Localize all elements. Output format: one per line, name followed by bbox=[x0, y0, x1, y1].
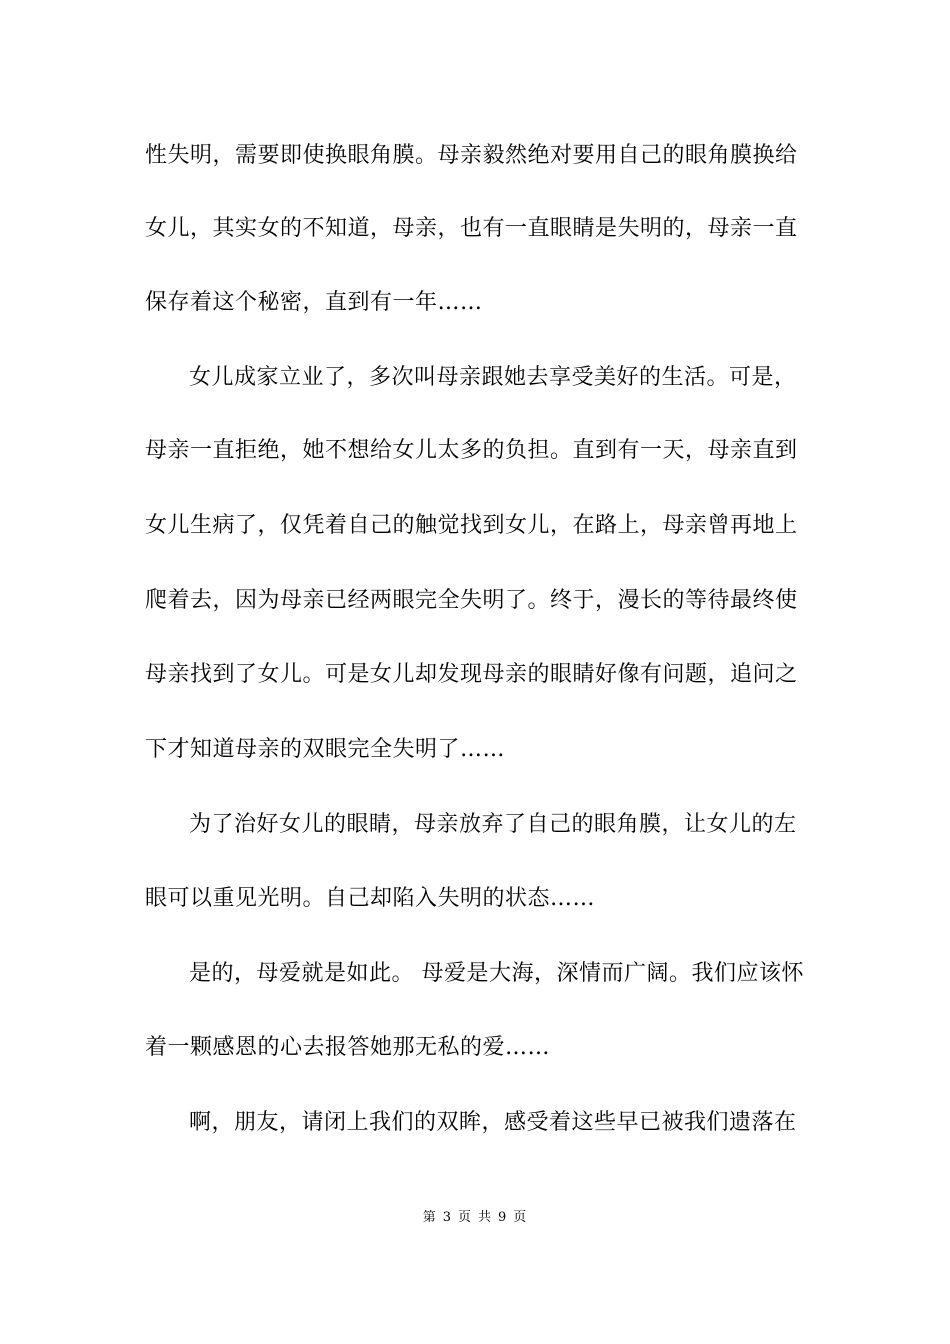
footer-current-page: 3 bbox=[442, 1210, 452, 1225]
paragraph-start-line: 为了治好女儿的眼睛，母亲放弃了自己的眼角膜，让女儿的左 bbox=[189, 812, 797, 837]
footer-page-prefix: 第 bbox=[422, 1210, 437, 1225]
page-footer bbox=[0, 1209, 950, 1227]
text-line: 母亲一直拒绝，她不想给女儿太多的负担。直到有一天，母亲直到 bbox=[145, 438, 798, 463]
text-line: 性失明，需要即使换眼角膜。母亲毅然绝对要用自己的眼角膜换给 bbox=[145, 143, 798, 168]
paragraph-start-line: 是的，母爱就是如此。 母爱是大海，深情而广阔。我们应该怀 bbox=[189, 961, 804, 986]
text-line: 爬着去，因为母亲已经两眼完全失明了。终于，漫长的等待最终使 bbox=[145, 588, 798, 613]
text-line: 眼可以重见光明。自己却陷入失明的状态…… bbox=[145, 886, 596, 911]
text-line: 着一颗感恩的心去报答她那无私的爱…… bbox=[145, 1035, 551, 1060]
footer-page-word: 页 bbox=[457, 1210, 472, 1225]
text-line: 女儿生病了，仅凭着自己的触觉找到女儿，在路上，母亲曾再地上 bbox=[145, 513, 798, 538]
footer-total-prefix: 共 bbox=[478, 1210, 493, 1225]
paragraph-start-line: 女儿成家立业了，多次叫母亲跟她去享受美好的生活。可是， bbox=[189, 365, 797, 390]
text-line: 保存着这个秘密，直到有一年…… bbox=[145, 290, 483, 315]
footer-total-suffix: 页 bbox=[513, 1210, 528, 1225]
text-line: 下才知道母亲的双眼完全失明了…… bbox=[145, 737, 506, 762]
text-line: 母亲找到了女儿。可是女儿却发现母亲的眼睛好像有问题，追问之 bbox=[145, 662, 798, 687]
paragraph-start-line: 啊，朋友，请闭上我们的双眸，感受着这些早已被我们遗落在 bbox=[189, 1110, 797, 1135]
footer-total-pages: 9 bbox=[498, 1210, 508, 1225]
text-line: 女儿，其实女的不知道，母亲，也有一直眼睛是失明的，母亲一直 bbox=[145, 216, 798, 241]
